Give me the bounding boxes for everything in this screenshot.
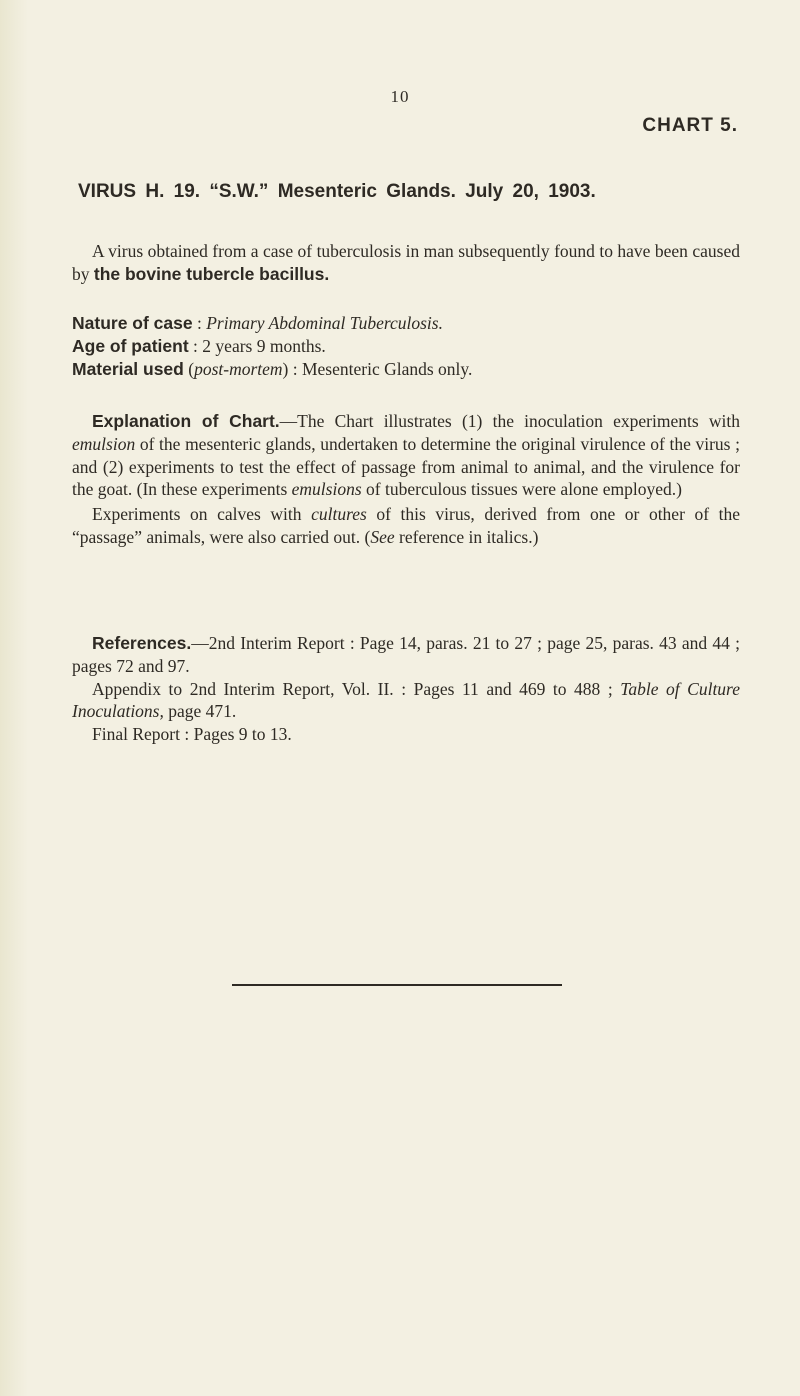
intro-paragraph xyxy=(72,240,740,286)
explanation-p2-text-a: Experiments on calves with xyxy=(92,504,302,524)
explanation-paragraph-1 xyxy=(72,410,740,501)
explanation-section xyxy=(72,410,740,549)
reference-2-text-a: Appendix to 2nd Interim Report, Vol. II. : Pages 11 and 469 to 488 ; xyxy=(92,678,613,699)
reference-1 xyxy=(72,632,740,678)
case-details xyxy=(72,312,740,380)
age-value: 2 years 9 months. xyxy=(202,335,326,356)
material-label: Material used xyxy=(72,358,184,379)
material-value: : Mesenteric Glands only. xyxy=(292,358,473,379)
explanation-label: Explanation of Chart. xyxy=(92,411,280,431)
age-label: Age of patient xyxy=(72,335,189,356)
explanation-italic-see: See xyxy=(370,526,395,547)
reference-3: Final Report : Pages 9 to 13. xyxy=(92,724,292,744)
chart-label: CHART 5. xyxy=(642,115,738,136)
reference-2-text-b: page 471. xyxy=(168,701,237,722)
explanation-paragraph-2 xyxy=(72,503,740,549)
explanation-p2-text-c: reference in italics.) xyxy=(399,526,539,547)
intro-bold: the bovine tubercle bacillus. xyxy=(93,263,330,284)
reference-2-italic: Table of Culture Inoculations, xyxy=(72,678,740,722)
page-number: 10 xyxy=(390,87,410,106)
material-italic: post-mortem xyxy=(194,358,283,379)
explanation-italic-emulsion: emulsion xyxy=(72,433,136,454)
references-label: References. xyxy=(92,633,192,653)
intro-text: A virus obtained from a case of tuberculosis in man subsequently found to have been caused by xyxy=(72,241,740,284)
age-of-patient: Age of patient : 2 years 9 months. xyxy=(72,335,326,356)
nature-label: Nature of case xyxy=(72,313,193,333)
references-section xyxy=(72,632,740,746)
nature-value: Primary Abdominal Tuberculosis. xyxy=(206,313,443,333)
page-edge-shadow xyxy=(0,0,28,1396)
material-used: Material used (post-mortem) : Mesenteric Glands only. xyxy=(72,358,473,379)
reference-1-text: —2nd Interim Report : Page 14, paras. 21 to 27 ; page 25, paras. 43 and 44 ; pages 72 and 97. xyxy=(72,633,740,676)
explanation-text-a: —The Chart illustrates (1) the inoculation experiments with xyxy=(279,411,740,431)
nature-of-case: Nature of case : Primary Abdominal Tuberculosis. xyxy=(72,313,443,333)
explanation-text-b: of the mesenteric glands, undertaken to determine the original virulence of the virus ; and (2) experiments to test the effect of passage from animal to animal, and the virulence for the goat. (In these experiments xyxy=(72,433,740,500)
horizontal-rule xyxy=(232,984,562,986)
explanation-italic-emulsions: emulsions xyxy=(291,479,362,500)
explanation-italic-cultures: cultures xyxy=(311,504,367,524)
explanation-text-c: of tuberculous tissues were alone employed.) xyxy=(366,479,682,500)
explanation-p2-text-b: of this virus, derived from one or other of the “passage” animals, were also carried out. ( xyxy=(72,504,741,547)
virus-title: VIRUS H. 19. “S.W.” Mesenteric Glands. July 20, 1903. xyxy=(78,181,596,202)
reference-2 xyxy=(72,678,740,724)
